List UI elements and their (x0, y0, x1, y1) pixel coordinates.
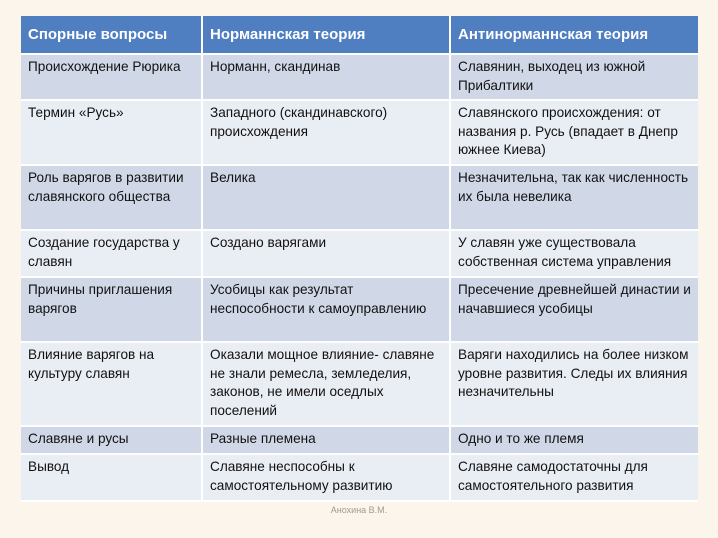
comparison-table-container (21, 16, 698, 502)
cell-norman: Оказали мощное влияние- славяне не знали ремесла, земледелия, законов, не имели оседлых поселений (202, 342, 450, 426)
table-row (21, 277, 698, 342)
cell-norman: Славяне неспособны к самостоятельному развитию (202, 454, 450, 501)
cell-question: Происхождение Рюрика (21, 54, 202, 100)
cell-antinorman: Варяги находились на более низком уровне развития. Следы их влияния незначительны (450, 342, 698, 426)
cell-antinorman: Одно и то же племя (450, 426, 698, 454)
cell-antinorman: Славяне самодостаточны для самостоятельного развития (450, 454, 698, 501)
cell-antinorman: Славянин, выходец из южной Прибалтики (450, 54, 698, 100)
table-row (21, 165, 698, 230)
table-row (21, 100, 698, 165)
table-row (21, 426, 698, 454)
cell-antinorman: Пресечение древнейшей династии и начавшиеся усобицы (450, 277, 698, 342)
cell-norman: Разные племена (202, 426, 450, 454)
table-row (21, 54, 698, 100)
table-row (21, 454, 698, 501)
cell-norman: Велика (202, 165, 450, 230)
cell-question: Причины приглашения варягов (21, 277, 202, 342)
comparison-table (21, 16, 698, 502)
author-footer: Анохина В.М. (330, 505, 388, 515)
header-norman-theory: Норманнская теория (202, 16, 450, 54)
cell-norman: Западного (скандинавского) происхождения (202, 100, 450, 165)
cell-question: Термин «Русь» (21, 100, 202, 165)
cell-question: Славяне и русы (21, 426, 202, 454)
cell-question: Вывод (21, 454, 202, 501)
cell-question: Создание государства у славян (21, 230, 202, 277)
table-row (21, 342, 698, 426)
cell-norman: Усобицы как результат неспособности к самоуправлению (202, 277, 450, 342)
cell-norman: Норманн, скандинав (202, 54, 450, 100)
cell-norman: Создано варягами (202, 230, 450, 277)
cell-question: Роль варягов в развитии славянского общества (21, 165, 202, 230)
header-antinorman-theory: Антинорманнская теория (450, 16, 698, 54)
table-row (21, 230, 698, 277)
cell-antinorman: Славянского происхождения: от названия р. Русь (впадает в Днепр южнее Киева) (450, 100, 698, 165)
header-disputed-questions: Спорные вопросы (21, 16, 202, 54)
cell-antinorman: У славян уже существовала собственная система управления (450, 230, 698, 277)
cell-question: Влияние варягов на культуру славян (21, 342, 202, 426)
table-header-row (21, 16, 698, 54)
cell-antinorman: Незначительна, так как численность их была невелика (450, 165, 698, 230)
